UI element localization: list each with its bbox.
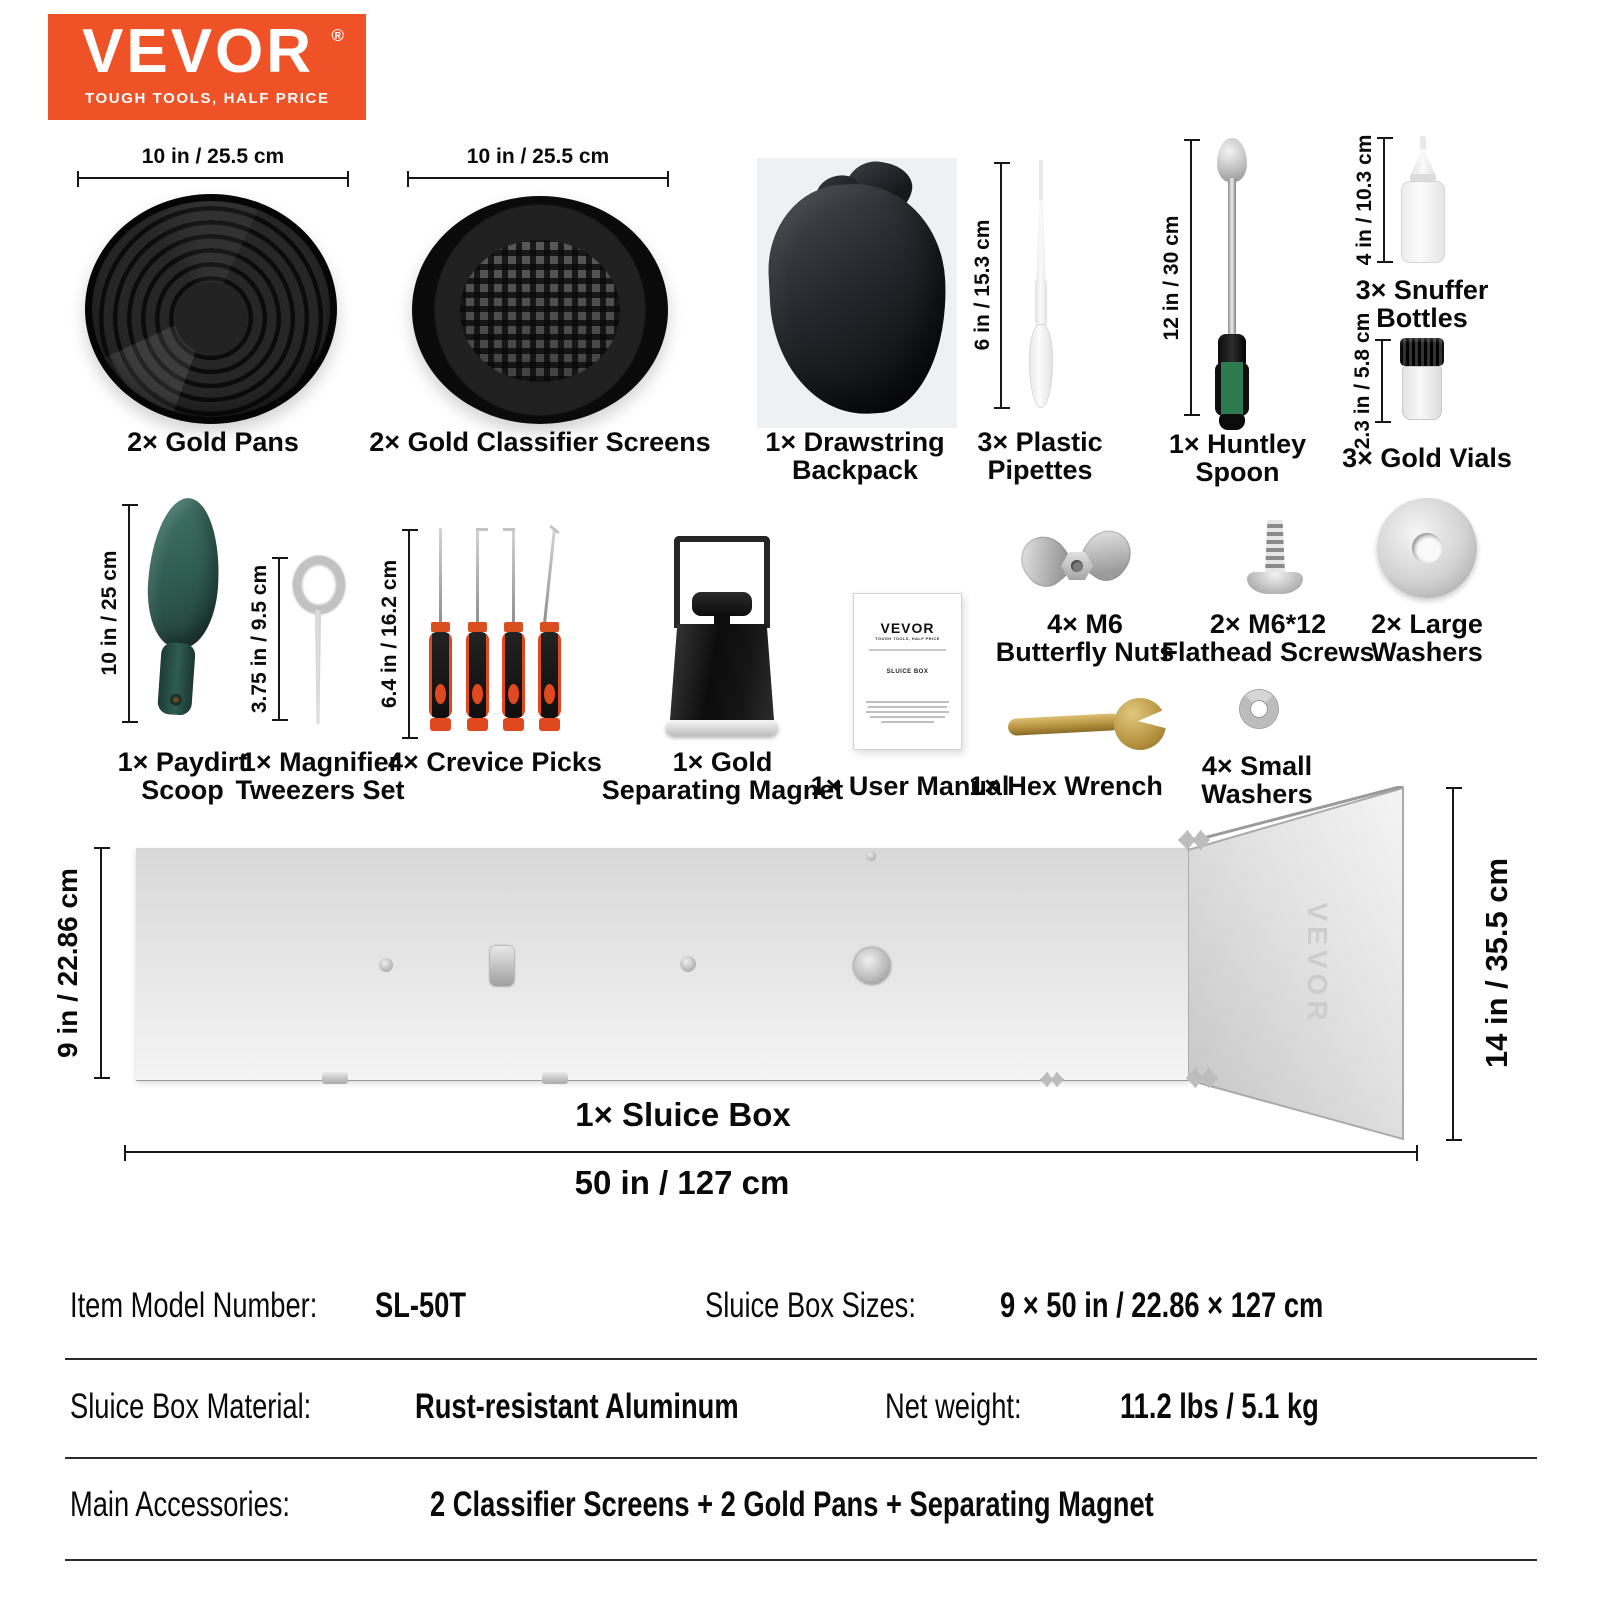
snuffer-bottle-image [1398,136,1448,264]
pipettes-label-line2: Pipettes [987,455,1093,485]
gold-vials-label: 3× Gold Vials [1342,443,1512,473]
sluice-length-dimension-line [125,1151,1417,1153]
magnifier-tweezers-image [292,556,344,724]
sluice-height-dimension-line [100,848,102,1078]
paydirt-scoop-image [136,496,228,733]
manual-brand-text: VEVOR [880,620,935,636]
spoon-label-line2: Spoon [1195,457,1280,487]
manual-slogan-text: TOUGH TOOLS, HALF PRICE [875,636,940,641]
picks-dimension-label: 6.4 in / 16.2 cm [378,559,401,709]
spec-divider-2 [65,1457,1537,1459]
scoop-label-line1: 1× Paydirt [117,747,248,777]
spec-sizes-value: 9 × 50 in / 22.86 × 127 cm [1000,1286,1324,1325]
registered-mark: ® [331,26,344,45]
small-washers-label-line1: 4× Small [1201,751,1313,781]
large-washers-label-line2: Washers [1371,637,1483,667]
tweezers-dimension-label: 3.75 in / 9.5 cm [248,564,271,714]
gold-vial-image [1398,338,1446,422]
sluice-box-image [136,848,1190,1080]
spec-material-label: Sluice Box Material: [70,1387,312,1426]
plastic-pipettes-label [945,428,1135,484]
tweezers-label-line2: Tweezers Set [235,775,405,805]
spec-model-value: SL-50T [375,1286,467,1325]
magnet-label-line1: 1× Gold [672,747,773,777]
scoop-label-line2: Scoop [141,775,224,805]
crevice-pick-image [501,528,527,734]
hex-wrench-label: 1× Hex Wrench [969,771,1163,801]
large-washers-label-line1: 2× Large [1371,609,1483,639]
brand-name: VEVOR [82,17,315,86]
spoon-dimension-line [1190,140,1192,415]
crevice-picks-label: 4× Crevice Picks [388,747,602,777]
tweezers-dimension-line [278,558,280,720]
spec-accessories-label: Main Accessories: [70,1485,291,1524]
gold-pan-dimension-line [78,177,348,179]
spec-model-label: Item Model Number: [70,1286,318,1325]
gold-pan-image [85,194,337,424]
hex-wrench-image [1008,698,1174,754]
snuffer-dimension-line [1383,138,1385,262]
classifier-screen-image [412,196,668,424]
sluice-length-dimension-label: 50 in / 127 cm [574,1164,790,1201]
flathead-screw-image [1243,520,1307,596]
separating-magnet-image [666,536,778,736]
butterfly-nut-image [1022,522,1132,596]
magnet-label-line2: Separating Magnet [601,775,844,805]
classifier-dimension-label: 10 in / 25.5 cm [466,145,610,168]
tweezers-label-line1: 1× Magnifier [240,747,400,777]
user-manual-label: 1× User Manual [810,771,1010,801]
gold-pan-dimension-label: 10 in / 25.5 cm [141,145,285,168]
scoop-dimension-line [128,505,130,722]
screws-label-line1: 2× M6*12 [1209,609,1327,639]
sluice-box-label: 1× Sluice Box [575,1096,791,1133]
spec-accessories-value: 2 Classifier Screens + 2 Gold Pans + Separating Magnet [430,1485,1154,1524]
huntley-spoon-image [1212,138,1252,432]
classifier-dimension-line [408,177,668,179]
scoop-dimension-label: 10 in / 25 cm [98,550,121,676]
small-washers-label-line2: Washers [1201,779,1313,809]
flare-dimension-line [1452,788,1454,1140]
spec-material-value: Rust-resistant Aluminum [415,1387,739,1426]
spec-weight-value: 11.2 lbs / 5.1 kg [1120,1387,1319,1426]
flare-dimension-label: 14 in / 35.5 cm [1479,857,1514,1069]
crevice-pick-image [537,528,563,734]
vial-dimension-label: 2.3 in / 5.8 cm [1351,312,1374,450]
snuffer-dimension-label: 4 in / 10.3 cm [1353,134,1376,266]
user-manual-image [853,593,962,750]
snuffer-label-line1: 3× Snuffer [1355,275,1489,305]
spec-divider-3 [65,1559,1537,1561]
drawstring-backpack-label [755,428,955,484]
sluice-flare-image [1188,786,1406,1142]
flare-watermark: VEVOR [1302,902,1333,1026]
spoon-dimension-label: 12 in / 30 cm [1160,215,1183,341]
crevice-pick-image [428,528,454,734]
snuffer-label-line2: Bottles [1376,303,1468,333]
butterfly-nuts-label-line1: 4× M6 [1047,609,1123,639]
screws-label-line2: Flathead Screws [1161,637,1375,667]
spoon-label-line1: 1× Huntley [1168,429,1307,459]
manual-title-text: SLUICE BOX [886,669,929,675]
large-washers-label [1347,610,1507,666]
backpack-label-line2: Backpack [791,455,919,485]
small-washer-image [1240,690,1278,728]
crevice-pick-image [465,528,491,734]
huntley-spoon-label [1140,430,1335,486]
large-washer-hole [1412,533,1442,563]
gold-pans-label: 2× Gold Pans [127,427,299,457]
pipettes-label-line1: 3× Plastic [977,427,1103,457]
plastic-pipette-image [1028,160,1054,410]
spec-weight-label: Net weight: [885,1387,1022,1426]
butterfly-nuts-label-line2: Butterfly Nuts [995,637,1175,667]
backpack-label-line1: 1× Drawstring [765,427,945,457]
pipette-dimension-label: 6 in / 15.3 cm [971,219,994,351]
brand-slogan: TOUGH TOOLS, HALF PRICE [85,90,330,107]
pipette-dimension-line [1000,163,1002,408]
spec-sizes-label: Sluice Box Sizes: [705,1286,916,1325]
vial-dimension-line [1381,340,1383,422]
vevor-logo [48,14,366,120]
sluice-height-dimension-label: 9 in / 22.86 cm [52,868,83,1058]
classifier-screens-label: 2× Gold Classifier Screens [369,427,711,457]
spec-divider-1 [65,1358,1537,1360]
picks-dimension-line [408,530,410,738]
